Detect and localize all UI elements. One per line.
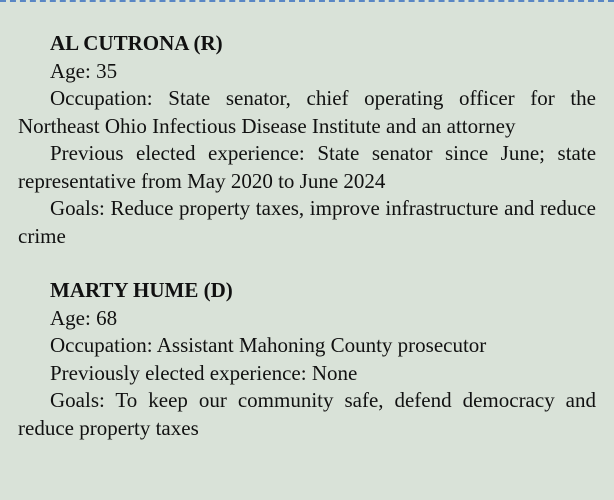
field-value: 68 [96,305,118,330]
candidate-experience [18,140,596,195]
field-label: Age: [50,58,91,83]
field-value: Assistant Mahoning County prosecutor [156,333,487,357]
field-label: Previously elected experience: [50,360,307,385]
field-label: Occupation: [50,333,153,357]
candidate-block-hume [18,277,596,442]
field-value: 35 [96,58,118,83]
candidate-name: MARTY HUME (D) [50,278,233,302]
candidate-age [18,58,596,86]
field-value: State senator since June; state representative from May 2020 to June 2024 [18,141,597,193]
field-value: None [311,360,358,385]
field-value: To keep our community safe, defend democracy and reduce property taxes [18,388,596,440]
field-label: Age: [50,305,91,330]
candidate-goals [18,387,596,442]
candidate-occupation [18,85,596,140]
candidate-experience [18,360,596,388]
candidate-age [18,305,596,333]
field-label: Goals: [50,388,105,412]
field-label: Occupation: [50,86,153,110]
field-value: Reduce property taxes, improve infrastructure and reduce crime [18,196,597,248]
candidate-goals [18,195,596,250]
field-value: State senator, chief operating officer for the Northeast Ohio Infectious Disease Institute and an attorney [18,86,597,138]
candidate-name: AL CUTRONA (R) [50,31,223,55]
field-label: Goals: [50,196,105,220]
field-label: Previous elected experience: [50,141,305,165]
candidate-block-cutrona [18,30,596,250]
candidate-occupation [18,332,596,360]
